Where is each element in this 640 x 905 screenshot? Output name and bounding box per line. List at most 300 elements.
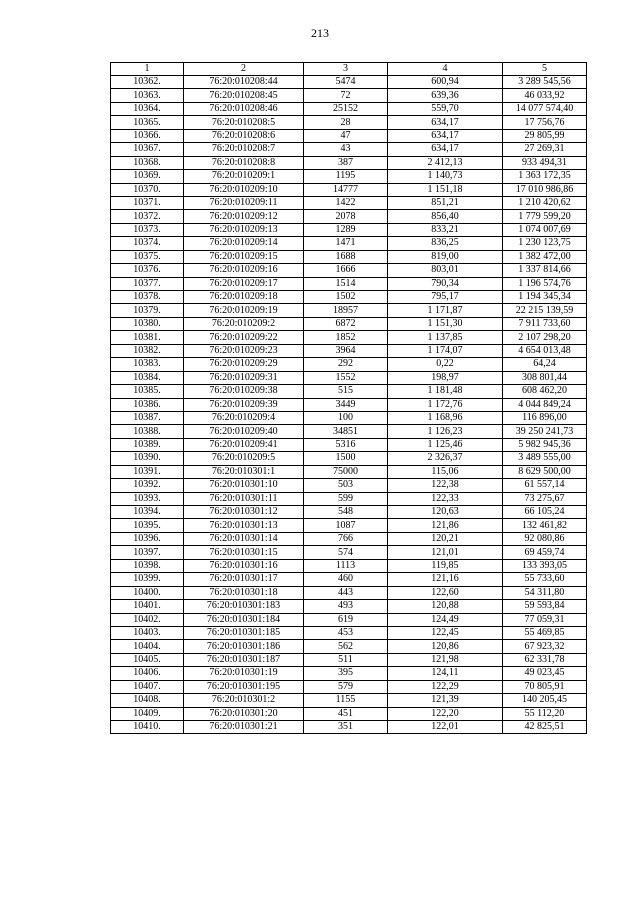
cadastral-number-cell: 76:20:010209:17 <box>184 277 304 290</box>
rate-cell: 120,21 <box>388 532 503 545</box>
row-number-cell: 10399. <box>111 573 184 586</box>
value-cell: 1 779 599,20 <box>503 210 587 223</box>
row-number-cell: 10396. <box>111 532 184 545</box>
cadastral-number-cell: 76:20:010209:1 <box>184 170 304 183</box>
row-number-cell: 10409. <box>111 707 184 720</box>
table-row <box>111 465 587 478</box>
cadastral-number-cell: 76:20:010208:6 <box>184 129 304 142</box>
value-cell: 69 459,74 <box>503 546 587 559</box>
value-cell: 933 494,31 <box>503 156 587 169</box>
area-cell: 766 <box>304 532 388 545</box>
table-row <box>111 653 587 666</box>
value-cell: 70 805,91 <box>503 680 587 693</box>
area-cell: 6872 <box>304 317 388 330</box>
area-cell: 599 <box>304 492 388 505</box>
row-number-cell: 10362. <box>111 76 184 89</box>
value-cell: 3 289 545,56 <box>503 76 587 89</box>
row-number-cell: 10379. <box>111 304 184 317</box>
value-cell: 4 044 849,24 <box>503 398 587 411</box>
cadastral-number-cell: 76:20:010208:5 <box>184 116 304 129</box>
rate-cell: 124,49 <box>388 613 503 626</box>
table-row <box>111 156 587 169</box>
table-row <box>111 143 587 156</box>
table-row <box>111 532 587 545</box>
cadastral-number-cell: 76:20:010209:23 <box>184 344 304 357</box>
row-number-cell: 10384. <box>111 371 184 384</box>
value-cell: 7 911 733,60 <box>503 317 587 330</box>
value-cell: 5 982 945,36 <box>503 438 587 451</box>
rate-cell: 1 125,46 <box>388 438 503 451</box>
rate-cell: 856,40 <box>388 210 503 223</box>
value-cell: 55 112,20 <box>503 707 587 720</box>
area-cell: 503 <box>304 479 388 492</box>
row-number-cell: 10404. <box>111 640 184 653</box>
cadastral-number-cell: 76:20:010209:38 <box>184 385 304 398</box>
table-row <box>111 277 587 290</box>
area-cell: 43 <box>304 143 388 156</box>
area-cell: 460 <box>304 573 388 586</box>
table-row <box>111 492 587 505</box>
row-number-cell: 10375. <box>111 250 184 263</box>
row-number-cell: 10364. <box>111 102 184 115</box>
area-cell: 72 <box>304 89 388 102</box>
table-row <box>111 344 587 357</box>
cadastral-number-cell: 76:20:010208:46 <box>184 102 304 115</box>
row-number-cell: 10365. <box>111 116 184 129</box>
row-number-cell: 10371. <box>111 196 184 209</box>
table-row <box>111 264 587 277</box>
cadastral-number-cell: 76:20:010209:15 <box>184 250 304 263</box>
table-row <box>111 519 587 532</box>
rate-cell: 1 151,30 <box>388 317 503 330</box>
table-row <box>111 626 587 639</box>
rate-cell: 119,85 <box>388 559 503 572</box>
row-number-cell: 10374. <box>111 237 184 250</box>
table-row <box>111 250 587 263</box>
rate-cell: 1 126,23 <box>388 425 503 438</box>
area-cell: 14777 <box>304 183 388 196</box>
row-number-cell: 10406. <box>111 667 184 680</box>
table-row <box>111 680 587 693</box>
area-cell: 395 <box>304 667 388 680</box>
cadastral-number-cell: 76:20:010209:41 <box>184 438 304 451</box>
row-number-cell: 10368. <box>111 156 184 169</box>
rate-cell: 1 181,48 <box>388 385 503 398</box>
rate-cell: 1 140,73 <box>388 170 503 183</box>
column-header-5: 5 <box>503 63 587 76</box>
table-row <box>111 331 587 344</box>
cadastral-number-cell: 76:20:010209:29 <box>184 358 304 371</box>
rate-cell: 634,17 <box>388 116 503 129</box>
cadastral-number-cell: 76:20:010209:10 <box>184 183 304 196</box>
page-number: 213 <box>311 26 329 40</box>
value-cell: 1 337 814,66 <box>503 264 587 277</box>
table-row <box>111 317 587 330</box>
row-number-cell: 10367. <box>111 143 184 156</box>
row-number-cell: 10405. <box>111 653 184 666</box>
rate-cell: 122,29 <box>388 680 503 693</box>
area-cell: 1852 <box>304 331 388 344</box>
area-cell: 619 <box>304 613 388 626</box>
value-cell: 55 733,60 <box>503 573 587 586</box>
rate-cell: 559,70 <box>388 102 503 115</box>
row-number-cell: 10382. <box>111 344 184 357</box>
cadastral-number-cell: 76:20:010208:7 <box>184 143 304 156</box>
row-number-cell: 10386. <box>111 398 184 411</box>
cadastral-number-cell: 76:20:010209:12 <box>184 210 304 223</box>
cadastral-number-cell: 76:20:010209:16 <box>184 264 304 277</box>
area-cell: 511 <box>304 653 388 666</box>
table-row <box>111 76 587 89</box>
value-cell: 308 801,44 <box>503 371 587 384</box>
value-cell: 42 825,51 <box>503 721 587 734</box>
table-row <box>111 371 587 384</box>
column-header-4: 4 <box>388 63 503 76</box>
table-row <box>111 573 587 586</box>
rate-cell: 634,17 <box>388 129 503 142</box>
rate-cell: 1 151,18 <box>388 183 503 196</box>
row-number-cell: 10403. <box>111 626 184 639</box>
area-cell: 100 <box>304 411 388 424</box>
rate-cell: 122,20 <box>388 707 503 720</box>
cadastral-number-cell: 76:20:010209:18 <box>184 291 304 304</box>
rate-cell: 2 326,37 <box>388 452 503 465</box>
row-number-cell: 10394. <box>111 506 184 519</box>
area-cell: 3449 <box>304 398 388 411</box>
rate-cell: 819,00 <box>388 250 503 263</box>
area-cell: 25152 <box>304 102 388 115</box>
value-cell: 608 462,20 <box>503 385 587 398</box>
cadastral-number-cell: 76:20:010209:19 <box>184 304 304 317</box>
table-row <box>111 116 587 129</box>
value-cell: 3 489 555,00 <box>503 452 587 465</box>
row-number-cell: 10391. <box>111 465 184 478</box>
value-cell: 1 194 345,34 <box>503 291 587 304</box>
cadastral-number-cell: 76:20:010301:18 <box>184 586 304 599</box>
area-cell: 562 <box>304 640 388 653</box>
table-row <box>111 613 587 626</box>
cadastral-number-cell: 76:20:010301:15 <box>184 546 304 559</box>
rate-cell: 1 174,07 <box>388 344 503 357</box>
area-cell: 1552 <box>304 371 388 384</box>
row-number-cell: 10407. <box>111 680 184 693</box>
value-cell: 1 210 420,62 <box>503 196 587 209</box>
area-cell: 47 <box>304 129 388 142</box>
cadastral-number-cell: 76:20:010209:2 <box>184 317 304 330</box>
table-row <box>111 129 587 142</box>
header-row <box>111 63 587 76</box>
value-cell: 1 382 472,00 <box>503 250 587 263</box>
row-number-cell: 10380. <box>111 317 184 330</box>
value-cell: 54 311,80 <box>503 586 587 599</box>
cadastral-number-cell: 76:20:010301:21 <box>184 721 304 734</box>
area-cell: 351 <box>304 721 388 734</box>
row-number-cell: 10370. <box>111 183 184 196</box>
value-cell: 8 629 500,00 <box>503 465 587 478</box>
area-cell: 1500 <box>304 452 388 465</box>
value-cell: 140 205,45 <box>503 694 587 707</box>
rate-cell: 0,22 <box>388 358 503 371</box>
value-cell: 4 654 013,48 <box>503 344 587 357</box>
cadastral-number-cell: 76:20:010301:183 <box>184 600 304 613</box>
rate-cell: 122,01 <box>388 721 503 734</box>
table-row <box>111 667 587 680</box>
value-cell: 116 896,00 <box>503 411 587 424</box>
table-row <box>111 237 587 250</box>
table-row <box>111 358 587 371</box>
table-row <box>111 546 587 559</box>
table-row <box>111 425 587 438</box>
value-cell: 14 077 574,40 <box>503 102 587 115</box>
area-cell: 1502 <box>304 291 388 304</box>
area-cell: 453 <box>304 626 388 639</box>
table-row <box>111 694 587 707</box>
cadastral-number-cell: 76:20:010208:8 <box>184 156 304 169</box>
value-cell: 73 275,67 <box>503 492 587 505</box>
table-row <box>111 438 587 451</box>
cadastral-number-cell: 76:20:010209:14 <box>184 237 304 250</box>
rate-cell: 121,01 <box>388 546 503 559</box>
row-number-cell: 10395. <box>111 519 184 532</box>
rate-cell: 121,16 <box>388 573 503 586</box>
rate-cell: 1 168,96 <box>388 411 503 424</box>
table-row <box>111 721 587 734</box>
rate-cell: 851,21 <box>388 196 503 209</box>
value-cell: 64,24 <box>503 358 587 371</box>
value-cell: 67 923,32 <box>503 640 587 653</box>
value-cell: 133 393,05 <box>503 559 587 572</box>
table-body <box>111 76 587 734</box>
cadastral-number-cell: 76:20:010301:12 <box>184 506 304 519</box>
value-cell: 49 023,45 <box>503 667 587 680</box>
table-row <box>111 452 587 465</box>
area-cell: 75000 <box>304 465 388 478</box>
row-number-cell: 10401. <box>111 600 184 613</box>
value-cell: 22 215 139,59 <box>503 304 587 317</box>
rate-cell: 1 171,87 <box>388 304 503 317</box>
table-row <box>111 210 587 223</box>
rate-cell: 120,88 <box>388 600 503 613</box>
row-number-cell: 10402. <box>111 613 184 626</box>
row-number-cell: 10369. <box>111 170 184 183</box>
value-cell: 39 250 241,73 <box>503 425 587 438</box>
cadastral-number-cell: 76:20:010209:13 <box>184 223 304 236</box>
area-cell: 2078 <box>304 210 388 223</box>
column-header-3: 3 <box>304 63 388 76</box>
cadastral-number-cell: 76:20:010301:186 <box>184 640 304 653</box>
area-cell: 28 <box>304 116 388 129</box>
value-cell: 92 080,86 <box>503 532 587 545</box>
row-number-cell: 10378. <box>111 291 184 304</box>
table-row <box>111 640 587 653</box>
value-cell: 55 469,85 <box>503 626 587 639</box>
value-cell: 132 461,82 <box>503 519 587 532</box>
value-cell: 27 269,31 <box>503 143 587 156</box>
area-cell: 1195 <box>304 170 388 183</box>
table-header <box>111 63 587 76</box>
area-cell: 34851 <box>304 425 388 438</box>
cadastral-number-cell: 76:20:010301:11 <box>184 492 304 505</box>
rate-cell: 836,25 <box>388 237 503 250</box>
row-number-cell: 10373. <box>111 223 184 236</box>
table-row <box>111 304 587 317</box>
value-cell: 46 033,92 <box>503 89 587 102</box>
area-cell: 1471 <box>304 237 388 250</box>
row-number-cell: 10397. <box>111 546 184 559</box>
area-cell: 1688 <box>304 250 388 263</box>
value-cell: 17 010 986,86 <box>503 183 587 196</box>
cadastral-number-cell: 76:20:010208:44 <box>184 76 304 89</box>
area-cell: 5316 <box>304 438 388 451</box>
area-cell: 515 <box>304 385 388 398</box>
rate-cell: 122,33 <box>388 492 503 505</box>
area-cell: 579 <box>304 680 388 693</box>
table-row <box>111 506 587 519</box>
area-cell: 443 <box>304 586 388 599</box>
area-cell: 292 <box>304 358 388 371</box>
cadastral-number-cell: 76:20:010301:2 <box>184 694 304 707</box>
cadastral-number-cell: 76:20:010301:195 <box>184 680 304 693</box>
rate-cell: 795,17 <box>388 291 503 304</box>
cadastral-number-cell: 76:20:010301:19 <box>184 667 304 680</box>
rate-cell: 634,17 <box>388 143 503 156</box>
rate-cell: 124,11 <box>388 667 503 680</box>
cadastral-number-cell: 76:20:010209:22 <box>184 331 304 344</box>
area-cell: 1289 <box>304 223 388 236</box>
table-row <box>111 183 587 196</box>
table-row <box>111 196 587 209</box>
cadastral-number-cell: 76:20:010301:10 <box>184 479 304 492</box>
rate-cell: 790,34 <box>388 277 503 290</box>
cadastral-number-cell: 76:20:010209:11 <box>184 196 304 209</box>
area-cell: 1087 <box>304 519 388 532</box>
row-number-cell: 10392. <box>111 479 184 492</box>
cadastral-number-cell: 76:20:010208:45 <box>184 89 304 102</box>
cadastral-number-cell: 76:20:010209:31 <box>184 371 304 384</box>
cadastral-number-cell: 76:20:010301:1 <box>184 465 304 478</box>
rate-cell: 600,94 <box>388 76 503 89</box>
cadastral-number-cell: 76:20:010209:4 <box>184 411 304 424</box>
row-number-cell: 10376. <box>111 264 184 277</box>
value-cell: 1 074 007,69 <box>503 223 587 236</box>
row-number-cell: 10387. <box>111 411 184 424</box>
rate-cell: 115,06 <box>388 465 503 478</box>
area-cell: 548 <box>304 506 388 519</box>
area-cell: 3964 <box>304 344 388 357</box>
row-number-cell: 10408. <box>111 694 184 707</box>
rate-cell: 803,01 <box>388 264 503 277</box>
cadastral-number-cell: 76:20:010301:17 <box>184 573 304 586</box>
area-cell: 1514 <box>304 277 388 290</box>
value-cell: 59 593,84 <box>503 600 587 613</box>
row-number-cell: 10383. <box>111 358 184 371</box>
cadastral-number-cell: 76:20:010301:184 <box>184 613 304 626</box>
area-cell: 1155 <box>304 694 388 707</box>
rate-cell: 121,98 <box>388 653 503 666</box>
column-header-1: 1 <box>111 63 184 76</box>
row-number-cell: 10363. <box>111 89 184 102</box>
value-cell: 66 105,24 <box>503 506 587 519</box>
table-row <box>111 398 587 411</box>
row-number-cell: 10385. <box>111 385 184 398</box>
cadastral-number-cell: 76:20:010301:185 <box>184 626 304 639</box>
row-number-cell: 10393. <box>111 492 184 505</box>
row-number-cell: 10381. <box>111 331 184 344</box>
value-cell: 1 196 574,76 <box>503 277 587 290</box>
data-table <box>110 62 587 734</box>
value-cell: 17 756,76 <box>503 116 587 129</box>
rate-cell: 639,36 <box>388 89 503 102</box>
value-cell: 62 331,78 <box>503 653 587 666</box>
table-row <box>111 170 587 183</box>
area-cell: 18957 <box>304 304 388 317</box>
cadastral-number-cell: 76:20:010301:16 <box>184 559 304 572</box>
table-row <box>111 479 587 492</box>
area-cell: 1422 <box>304 196 388 209</box>
rate-cell: 1 172,76 <box>388 398 503 411</box>
rate-cell: 1 137,85 <box>388 331 503 344</box>
table-row <box>111 102 587 115</box>
row-number-cell: 10377. <box>111 277 184 290</box>
row-number-cell: 10372. <box>111 210 184 223</box>
value-cell: 77 059,31 <box>503 613 587 626</box>
table-row <box>111 385 587 398</box>
row-number-cell: 10389. <box>111 438 184 451</box>
value-cell: 29 805,99 <box>503 129 587 142</box>
rate-cell: 121,39 <box>388 694 503 707</box>
value-cell: 61 557,14 <box>503 479 587 492</box>
row-number-cell: 10410. <box>111 721 184 734</box>
area-cell: 387 <box>304 156 388 169</box>
rate-cell: 2 412,13 <box>388 156 503 169</box>
area-cell: 493 <box>304 600 388 613</box>
table-row <box>111 559 587 572</box>
cadastral-number-cell: 76:20:010209:5 <box>184 452 304 465</box>
rate-cell: 120,86 <box>388 640 503 653</box>
rate-cell: 833,21 <box>388 223 503 236</box>
rate-cell: 122,60 <box>388 586 503 599</box>
row-number-cell: 10388. <box>111 425 184 438</box>
row-number-cell: 10400. <box>111 586 184 599</box>
cadastral-number-cell: 76:20:010301:187 <box>184 653 304 666</box>
cadastral-number-cell: 76:20:010301:13 <box>184 519 304 532</box>
value-cell: 1 363 172,35 <box>503 170 587 183</box>
area-cell: 574 <box>304 546 388 559</box>
row-number-cell: 10398. <box>111 559 184 572</box>
table-row <box>111 291 587 304</box>
rate-cell: 122,38 <box>388 479 503 492</box>
rate-cell: 121,86 <box>388 519 503 532</box>
cadastral-number-cell: 76:20:010209:40 <box>184 425 304 438</box>
column-header-2: 2 <box>184 63 304 76</box>
table-row <box>111 600 587 613</box>
cadastral-number-cell: 76:20:010301:14 <box>184 532 304 545</box>
value-cell: 2 107 298,20 <box>503 331 587 344</box>
table-row <box>111 707 587 720</box>
table-row <box>111 89 587 102</box>
rate-cell: 198,97 <box>388 371 503 384</box>
value-cell: 1 230 123,75 <box>503 237 587 250</box>
rate-cell: 120,63 <box>388 506 503 519</box>
row-number-cell: 10366. <box>111 129 184 142</box>
table-row <box>111 411 587 424</box>
cadastral-number-cell: 76:20:010209:39 <box>184 398 304 411</box>
area-cell: 1666 <box>304 264 388 277</box>
row-number-cell: 10390. <box>111 452 184 465</box>
area-cell: 5474 <box>304 76 388 89</box>
rate-cell: 122,45 <box>388 626 503 639</box>
table-row <box>111 586 587 599</box>
